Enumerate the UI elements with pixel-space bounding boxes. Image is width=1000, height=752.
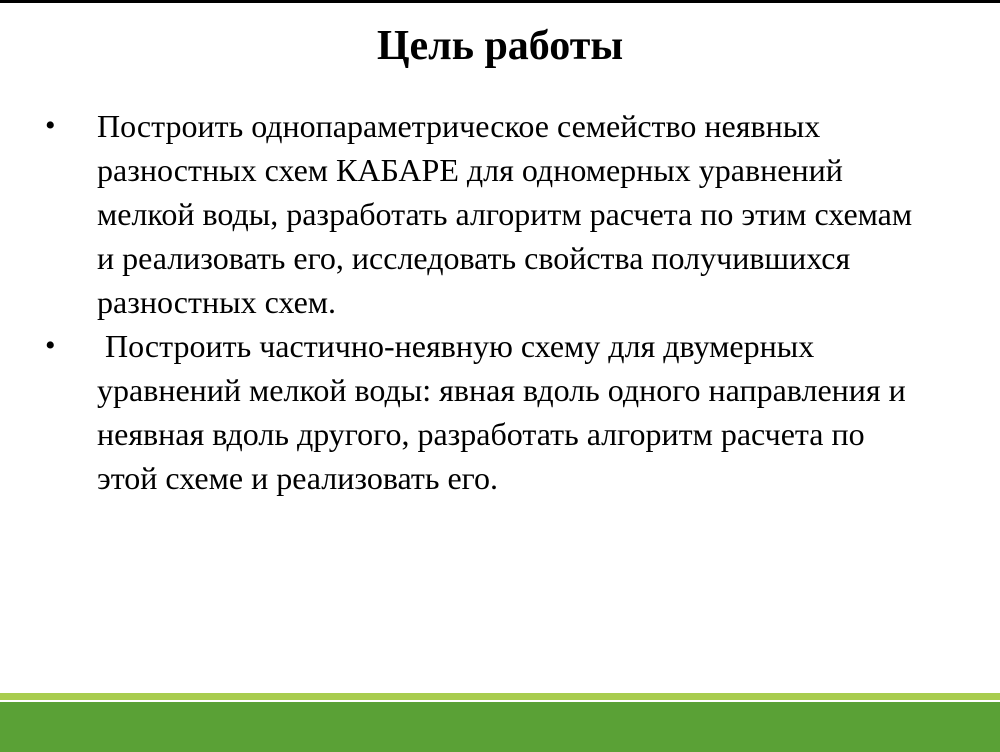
bullet-item <box>45 324 932 500</box>
bullet-text: Построить однопараметрическое семейство неявных разностных схем КАБАРЕ для одномерных уравнений мелкой воды, разработать алгоритм расчета по этим схемам и реализовать его, исследовать свойства получившихся разностных схем. <box>97 108 921 320</box>
slide-title: Цель работы <box>376 23 624 69</box>
footer-band <box>0 702 1000 752</box>
bullet-item <box>45 104 932 324</box>
bullet-text: Построить частично-неявную схему для двумерных уравнений мелкой воды: явная вдоль одного направления и неявная вдоль другого, разработать алгоритм расчета по этой схеме и реализовать его. <box>97 328 914 496</box>
accent-stripe <box>0 693 1000 700</box>
bullet-icon: • <box>45 109 56 142</box>
top-border <box>0 0 1000 3</box>
bullet-list <box>0 104 1000 500</box>
bullet-icon: • <box>45 329 56 362</box>
